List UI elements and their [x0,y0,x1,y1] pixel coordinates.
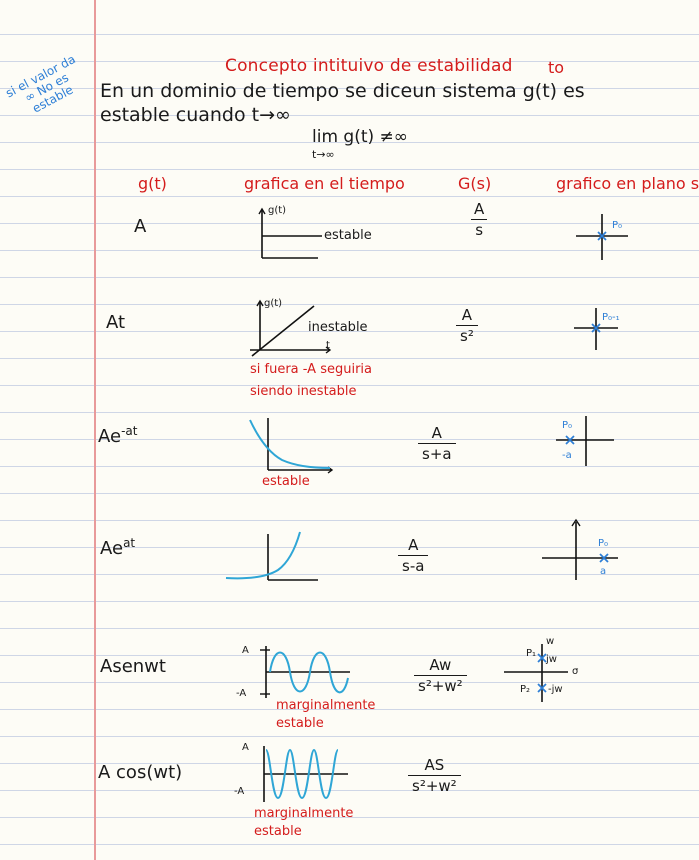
header-time-plot: grafica en el tiempo [244,174,405,193]
row5-axis-w: w [546,636,555,647]
row6-time-label-1: marginalmente [254,806,354,821]
row5-amp-pos: A [242,645,249,656]
row5-g: Asenwt [100,656,166,677]
row4-pole-value: a [600,566,607,577]
header-s-plot: grafico en plano s [556,174,699,193]
side-note: si el valor da ∞ No es estable [3,51,78,116]
row2-pole-label: P₀-₁ [602,312,620,323]
row5-jw-neg: -jw [548,684,563,695]
row3-gs: $\frac{A}{s+a}$ [418,424,456,463]
limit-expression: lim g(t) ≠∞ [312,127,408,147]
row2-note-2: siendo inestable [250,384,357,399]
row5-time-label-1: marginalmente [276,698,376,713]
row6-time-plot [258,744,354,804]
row2-note-1: si fuera -A seguiria [250,362,373,377]
row5-time-plot [260,642,356,702]
row2-t-axis: t [326,340,330,351]
row2-gs: $\frac{A}{\text{s²}}$ [456,306,478,345]
row5-gs: $\frac{Aw}{\text{s²+w²}}$ [414,656,467,695]
intro-line-2: estable cuando t→∞ [100,104,291,126]
row4-time-plot [222,530,322,586]
row5-amp-neg: -A [236,688,247,699]
intro-line-1: En un dominio de tiempo se diceun sistema g(t) es [100,80,585,102]
row5-pole-bottom: P₂ [520,684,531,695]
row5-jw-pos: jw [546,654,557,665]
row6-time-label-2: estable [254,824,302,839]
row1-gs: $\frac{A}{s}$ [470,200,488,239]
row1-axis-label: g(t) [268,205,287,216]
row2-axis-label: g(t) [264,298,283,309]
row4-g: $Ae^{at}$ [100,536,136,559]
row1-g: A [134,216,147,237]
row3-time-plot [246,414,336,476]
header-gt: g(t) [138,174,167,193]
row2-g: At [106,312,126,333]
row3-pole-label: P₀ [562,420,573,431]
row4-pole-label: P₀ [598,538,609,549]
notebook-margin-line [94,0,96,860]
row5-pole-top: P₁ [526,648,537,659]
row5-axis-sigma: σ [572,666,579,677]
row3-g: $Ae^{-at}$ [98,424,138,447]
row2-time-label: inestable [308,320,368,335]
row6-g: A cos(wt) [98,762,183,783]
header-gs: G(s) [458,174,492,193]
title-suffix: to [548,58,565,77]
row6-amp-neg: -A [234,786,245,797]
row6-gs: $\frac{AS}{\text{s²+w²}}$ [408,756,461,795]
row1-s-plane [576,214,636,264]
row1-pole-label: P₀ [612,220,623,231]
limit-subscript: t→∞ [312,148,335,161]
row4-s-plane [542,518,622,582]
row6-amp-pos: A [242,742,249,753]
row1-time-label: estable [324,228,372,243]
row5-time-label-2: estable [276,716,324,731]
row3-pole-value: -a [562,450,572,461]
row4-gs: $\frac{A}{s-a}$ [398,536,428,575]
page-title: Concepto intituivo de estabilidad [225,56,513,76]
row3-time-label: estable [262,474,310,489]
